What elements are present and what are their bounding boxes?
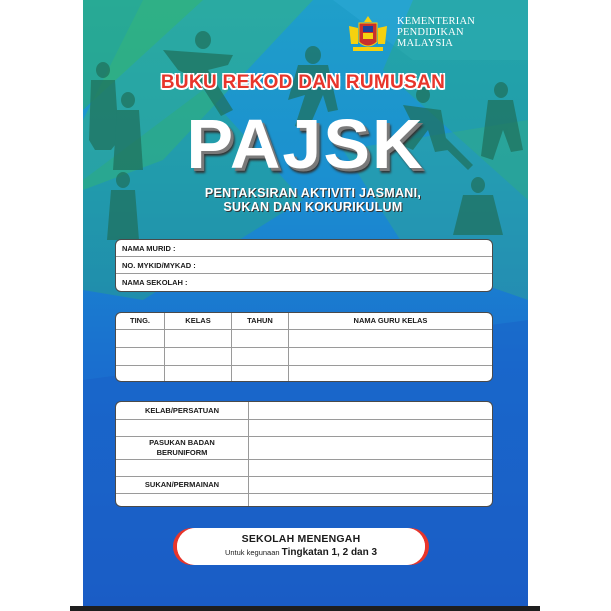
table-row — [116, 459, 492, 476]
usage-grades: Tingkatan 1, 2 dan 3 — [281, 547, 378, 558]
label-sukan-permainan: SUKAN/PERMAINAN — [116, 476, 249, 493]
field-mykid: NO. MYKID/MYKAD : — [116, 257, 492, 274]
table-row — [116, 347, 492, 365]
book-edge-shadow — [70, 606, 540, 611]
table-row — [116, 329, 492, 347]
label-kelab-persatuan: KELAB/PERSATUAN — [116, 402, 249, 419]
table-row — [116, 436, 492, 459]
label-pasukan-badan-beruniform — [116, 436, 249, 459]
label-pasukan-text: PASUKAN BADAN BERUNIFORM — [149, 437, 215, 457]
table-row — [116, 419, 492, 436]
fullname-line-1: PENTAKSIRAN AKTIVITI JASMANI, — [204, 186, 422, 200]
student-info-box — [115, 239, 493, 292]
fullname-line-2: SUKAN DAN KOKURIKULUM — [223, 200, 403, 214]
cover-fullname — [163, 186, 463, 214]
table-row — [116, 402, 492, 419]
table-row — [116, 476, 492, 493]
usage-note — [177, 547, 425, 558]
ministry-name — [397, 16, 527, 49]
header-kelas: KELAS — [165, 313, 232, 329]
class-table — [115, 312, 493, 382]
usage-prefix: Untuk kegunaan — [224, 548, 280, 557]
activity-box — [115, 401, 493, 507]
field-student-name: NAMA MURID : — [116, 240, 492, 257]
coat-of-arms-icon — [345, 14, 391, 54]
header-nama-guru-kelas: NAMA GURU KELAS — [289, 313, 493, 329]
book-cover — [83, 0, 528, 606]
table-row — [116, 493, 492, 506]
school-level: SEKOLAH MENENGAH — [241, 533, 361, 545]
ministry-line-2: PENDIDIKAN — [397, 27, 464, 38]
level-badge — [177, 528, 425, 565]
cover-title: PAJSK — [186, 105, 425, 183]
ministry-line-3: MALAYSIA — [397, 38, 454, 49]
cover-subtitle: BUKU REKOD DAN RUMUSAN — [160, 72, 446, 93]
header-tahun: TAHUN — [232, 313, 289, 329]
field-school-name: NAMA SEKOLAH : — [122, 278, 188, 287]
table-row — [116, 366, 492, 381]
header-ting: TING. — [116, 313, 165, 329]
ministry-line-1: KEMENTERIAN — [397, 16, 476, 27]
